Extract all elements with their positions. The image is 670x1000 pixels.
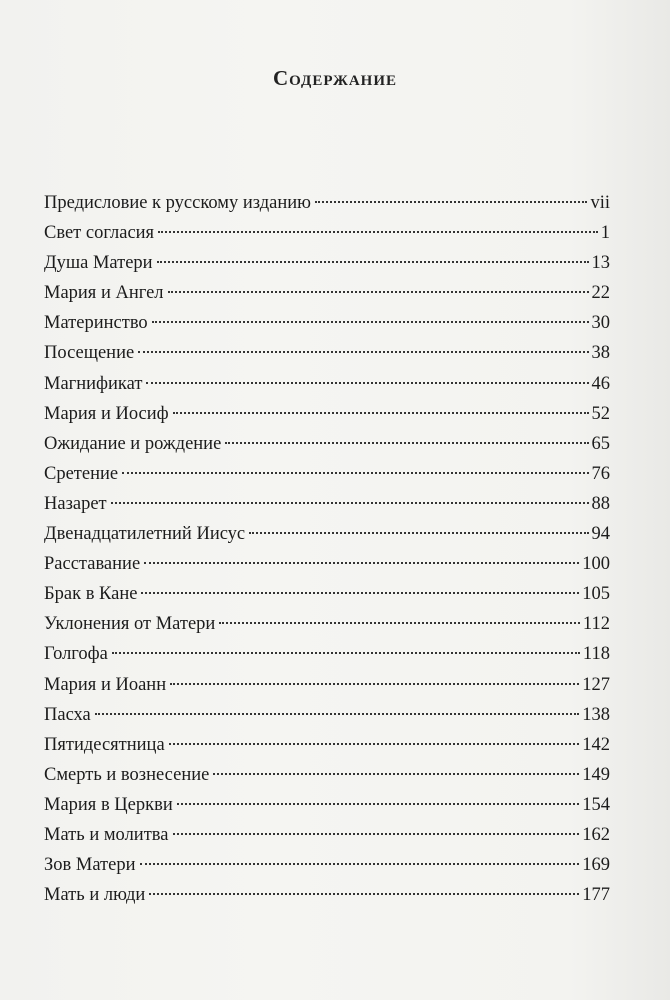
toc-entry-title: Материнство [44,313,148,334]
toc-entry-title: Душа Матери [44,253,153,274]
toc-entry-page: 52 [591,403,610,424]
dot-leader [249,532,588,534]
toc-entry[interactable] [44,248,610,278]
toc-entry-page: 127 [582,674,610,695]
toc-entry[interactable] [44,218,610,248]
toc-entry[interactable] [44,730,610,760]
dot-leader [122,472,588,474]
toc-entry-page: 65 [591,433,610,454]
dot-leader [152,321,589,323]
toc-entry-title: Магнификат [44,373,143,394]
toc-entry[interactable] [44,609,610,639]
toc-entry[interactable] [44,700,610,730]
toc-entry-title: Зов Матери [44,855,136,876]
toc-entry-title: Мать и люди [44,885,146,906]
dot-leader [219,622,580,624]
toc-entry-page: 94 [591,524,610,545]
toc-entry-title: Посещение [44,343,135,364]
toc-entry-page: 169 [582,855,610,876]
toc-entry-title: Уклонения от Матери [44,614,216,635]
toc-entry-title: Свет согласия [44,223,155,244]
dot-leader [149,893,579,895]
toc-entry[interactable] [44,820,610,850]
toc-entry[interactable] [44,399,610,429]
toc-entry-page: 30 [591,313,610,334]
dot-leader [213,773,579,775]
toc-entry[interactable] [44,760,610,790]
toc-entry-title: Назарет [44,493,107,514]
toc-entry[interactable] [44,188,610,218]
toc-entry[interactable] [44,639,610,669]
dot-leader [157,261,589,263]
toc-entry-title: Голгофа [44,644,108,665]
toc-entry-page: 138 [582,704,610,725]
dot-leader [177,803,579,805]
dot-leader [140,863,580,865]
toc-entry-page: 154 [582,794,610,815]
toc-entry-page: 76 [591,463,610,484]
dot-leader [141,592,579,594]
toc-entry-title: Мать и молитва [44,824,169,845]
toc-entry-title: Пасха [44,704,91,725]
dot-leader [173,412,589,414]
toc-entry-page: 88 [591,493,610,514]
toc-entry-title: Ожидание и рождение [44,433,222,454]
toc-entry[interactable] [44,579,610,609]
toc-entry-title: Смерть и вознесение [44,764,210,785]
toc-entry[interactable] [44,519,610,549]
toc-entry-title: Двенадцатилетний Иисус [44,524,246,545]
toc-entry-title: Сретение [44,463,119,484]
toc-entry[interactable] [44,670,610,700]
toc-entry[interactable] [44,790,610,820]
toc-entry[interactable] [44,308,610,338]
toc-entry-page: 162 [582,824,610,845]
toc-entry-title: Мария и Иоанн [44,674,167,695]
toc-entry-page: 100 [582,554,610,575]
toc-entry[interactable] [44,549,610,579]
toc-entry-page: 13 [591,253,610,274]
toc-entry-title: Мария и Иосиф [44,403,169,424]
dot-leader [111,502,589,504]
toc-entry-page: 105 [582,584,610,605]
toc-entry[interactable] [44,278,610,308]
toc-entry-title: Расставание [44,554,141,575]
dot-leader [95,713,579,715]
toc-entry-title: Мария в Церкви [44,794,173,815]
dot-leader [225,442,588,444]
dot-leader [112,652,580,654]
toc-entry-page: 112 [582,614,610,635]
dot-leader [170,683,579,685]
dot-leader [168,291,589,293]
toc-entry-page: 38 [591,343,610,364]
toc-entry[interactable] [44,459,610,489]
toc-entry[interactable] [44,489,610,519]
table-of-contents [44,188,610,910]
toc-entry-page: 46 [591,373,610,394]
dot-leader [169,743,580,745]
toc-entry-title: Предисловие к русскому изданию [44,193,311,213]
toc-entry-page: 177 [582,885,610,906]
toc-entry-page: 22 [591,283,610,304]
toc-entry-page: 118 [582,644,610,665]
toc-entry[interactable] [44,850,610,880]
toc-entry-title: Брак в Кане [44,584,138,605]
dot-leader [144,562,579,564]
toc-entry-page: 142 [582,734,610,755]
dot-leader [158,231,598,233]
toc-entry[interactable] [44,880,610,910]
dot-leader [173,833,580,835]
toc-entry-title: Мария и Ангел [44,283,164,304]
page-title: Содержание [272,66,398,91]
toc-entry-page: 149 [582,764,610,785]
dot-leader [146,382,588,384]
toc-entry[interactable] [44,429,610,459]
toc-entry-page: vii [590,193,610,213]
toc-entry-title: Пятидесятница [44,734,165,755]
dot-leader [315,201,587,203]
toc-entry[interactable] [44,369,610,399]
toc-entry-page: 1 [600,223,610,244]
dot-leader [138,351,588,353]
toc-entry[interactable] [44,338,610,368]
